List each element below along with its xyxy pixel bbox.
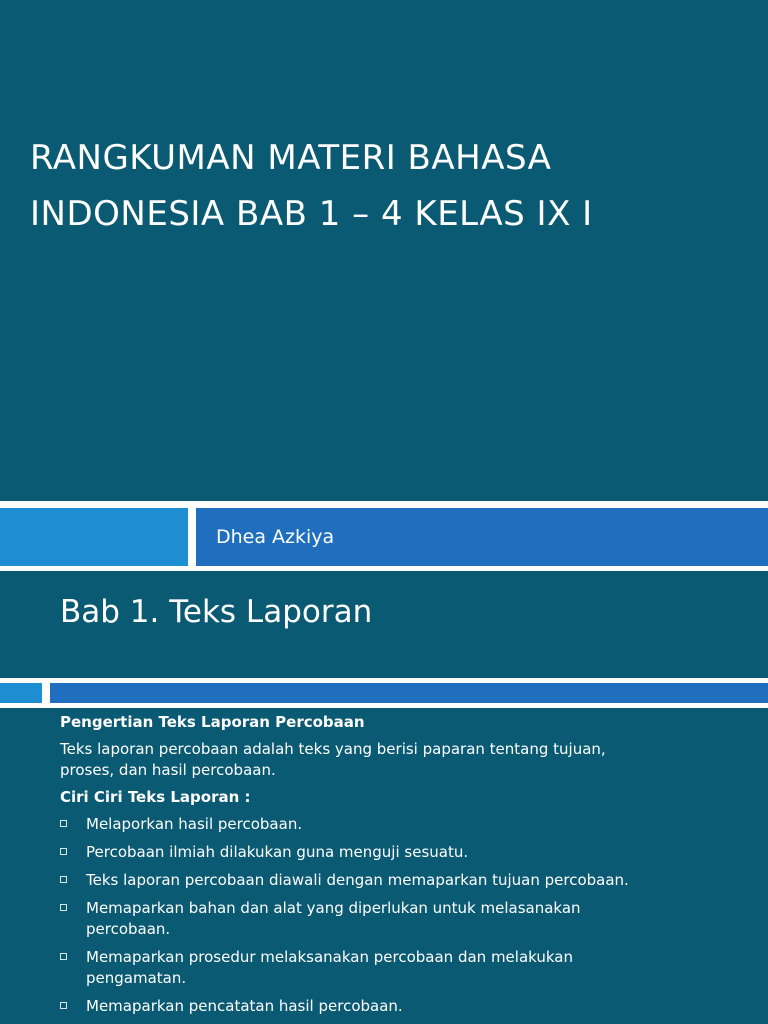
definition-text <box>60 739 750 781</box>
list-item <box>60 870 750 891</box>
slide-content <box>60 712 750 1024</box>
list-item <box>60 996 750 1017</box>
definition-heading: Pengertian Teks Laporan Percobaan <box>60 713 365 731</box>
list-item-text: Memaparkan bahan dan alat yang diperlukan untuk melasanakan <box>86 899 581 917</box>
square-bullet-icon <box>60 876 67 883</box>
band-accent-left <box>0 508 188 566</box>
list-item-text: Teks laporan percobaan diawali dengan memaparkan tujuan percobaan. <box>86 871 629 889</box>
square-bullet-icon <box>60 953 67 960</box>
list-item <box>60 898 750 940</box>
slide-title-line-1: RANGKUMAN MATERI BAHASA <box>30 138 552 178</box>
author-name: Dhea Azkiya <box>216 526 335 548</box>
list-item-text: Melaporkan hasil percobaan. <box>86 815 303 833</box>
square-bullet-icon <box>60 1002 67 1009</box>
list-item <box>60 814 750 835</box>
list-item-text: Percobaan ilmiah dilakukan guna menguji sesuatu. <box>86 843 469 861</box>
definition-text-line-1: Teks laporan percobaan adalah teks yang berisi paparan tentang tujuan, <box>60 740 606 758</box>
band-accent-right <box>50 683 768 703</box>
definition-text-line-2: proses, dan hasil percobaan. <box>60 761 276 779</box>
features-heading: Ciri Ciri Teks Laporan : <box>60 788 251 806</box>
content-slide <box>0 572 768 1024</box>
list-item-text: Memaparkan pencatatan hasil percobaan. <box>86 997 403 1015</box>
list-item <box>60 842 750 863</box>
square-bullet-icon <box>60 904 67 911</box>
list-item-text: Memaparkan prosedur melaksanakan percobaan dan melakukan <box>86 948 574 966</box>
slide-heading: Bab 1. Teks Laporan <box>60 594 373 630</box>
band-accent-right <box>196 508 768 566</box>
slide-title-line-2: INDONESIA BAB 1 – 4 KELAS IX I <box>30 194 593 234</box>
title-band <box>0 501 768 571</box>
list-item <box>60 947 750 989</box>
features-list <box>60 814 750 1017</box>
band-accent-left <box>0 683 42 703</box>
square-bullet-icon <box>60 820 67 827</box>
square-bullet-icon <box>60 848 67 855</box>
list-item-text-continued: percobaan. <box>86 920 171 938</box>
slide-title <box>30 130 750 242</box>
list-item-text-continued: pengamatan. <box>86 969 187 987</box>
heading-band <box>0 678 768 708</box>
